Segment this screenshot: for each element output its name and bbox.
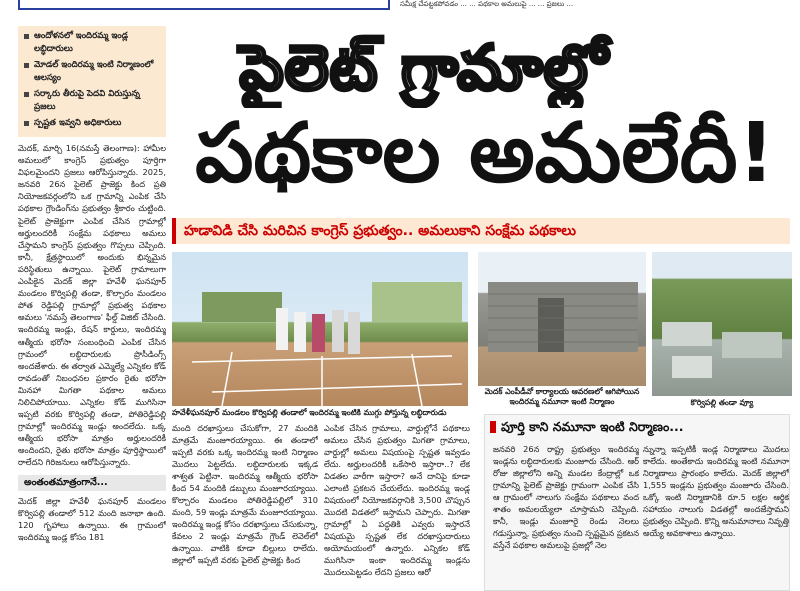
article-column-3: ఎంపిక చేసిన గ్రామాలు, వార్డుల్లోనే పథకాలు అమలు చేసిన ప్రభుత్వం మిగతా గ్రామాలు, వార్డుల్లో అమలు విషయంపై స్పష్టత ఇవ్వడం లేదు. అర్హులందరికీ ఒకేసారి ఇస్తారా..? లేక విడతల వారీగా ఇస్తారా? అనే దానిపై కూడా ఎలాంటి ప్రకటన చేయలేదు. ఇందిరమ్మ ఇండ్ల విషయంలో నియోజకవర్గానికి 3,500 చొప్పున మొదటి విడతలో ఇస్తామని చెప్పారు. మిగతా గ్రామాల్లో ఏ పద్ధతికి ఎవ్వరు ఇస్తారనే విషయమై స్పష్టత లేక దరఖాస్తుదారులు అయోమయంలో ఉన్నారు. ఎన్నికల కోడ్ ముగిసినా ఇంకా ఇందిరమ్మ ఇండ్లను మొదలుపెట్టడం లేదని ప్రజలు ఆరో	[324, 423, 470, 577]
photo-caption-1: హవేళీఘనపూర్ మండలం కొర్విపల్లి తండాలో ఇందిరమ్మ ఇంటికి ముగ్గు పోస్తున్న లబ్ధిదారుడు	[172, 408, 447, 417]
highlight-item: స్పష్టత ఇవ్వని అధికారులు	[22, 117, 162, 130]
article-column-2: మంది దరఖాస్తులు చేసుకోగా, 27 మందికి మాత్రమే మంజూరయ్యాయి. ఈ తండాలో ఇప్పటి వరకు ఒక్క ఇందిరమ్మ ఇంటి నిర్మాణం మొదలు పెట్టలేదు. లబ్ధిదారులకు ఇక్కడ శాశ్వత పెట్టినా. ఇందిరమ్మ ఆత్మీయ భరోసా కింద 54 మందికి డబ్బులు మంజూరయ్యాయి. కొల్చారం మండలం పోతిరెడ్డిపల్లిలో 310 మంది, 59 ఇండ్లు మాత్రమే మంజూరయ్యాయి. ఇందిరమ్మ ఇండ్ల కోసం దరఖాస్తులు చేసుకున్నా, కేవలం 2 ఇండ్లు మాత్రమే గ్రౌండ్ లెవెల్‌లో ఉన్నాయి. వాటికి కూడా బిల్లులు రాలేదు. జిల్లాలో ఇప్పటి వరకు పైలెట్ ప్రాజెక్టు కింద	[172, 423, 318, 565]
photo-caption-2: మెదక్ ఎంపీడీవో కార్యాలయ ఆవరణలో ఆగిపోయిన ఇందిరమ్మ నమూనా ఇంటి నిర్మాణం	[478, 386, 646, 410]
sidebar-box	[484, 414, 790, 591]
headline-line-1: పైలెట్ గ్రామాల్లో	[239, 31, 609, 104]
highlight-item: మోడల్ ఇందిరమ్మ ఇంటి నిర్మాణంలో ఆలస్యం	[22, 59, 162, 85]
brick-wall-graphic	[478, 252, 646, 386]
top-right-text: సమీక్ష చేపట్టకపోవడం ... ... పథకాల అమలుపై ... ... ప్రజలు ...	[400, 0, 574, 8]
photo-unfinished-house	[478, 252, 646, 386]
section-subhead: అంతంతమాత్రంగానే...	[18, 475, 166, 491]
top-strip	[0, 0, 800, 12]
headline-line-2: పథకాల అమలేదీ!	[195, 106, 775, 201]
village-roofs-graphic	[652, 252, 792, 396]
photo-field-marking	[172, 252, 468, 406]
section-text: మెదక్ జిల్లా హవేళీ ఘనపూర్ మండలం కొర్విపల్లి తండాలో 512 మంది జనాభా ఉంది. 120 గృహాలు ఉన్నాయి. ఈ గ్రామంలో ఇందిరమ్మ ఇండ్ల కోసం 181	[18, 495, 166, 543]
box-title: పూర్తి కాని నమూనా ఇంటి నిర్మాణం...	[485, 415, 789, 441]
left-column	[18, 26, 166, 591]
highlight-item: ఆందోళనలో ఇందిరమ్మ ఇండ్ల లబ్ధిదారులు	[22, 30, 162, 56]
people-figures	[172, 252, 468, 406]
highlight-item: సర్కారు తీరుపై పెదవి విరుస్తున్న ప్రజలు	[22, 88, 162, 114]
box-column-1: జనవరి 26న రాష్ట్ర ప్రభుత్వం ఇందిరమ్మ ఇండ్లను లబ్ధిదారులకు మంజూరు చేసింది. ఆర్ రోజు జిల్లాలోని అన్ని మండల కేంద్రాల్లో ఒక గ్రామాన్ని పైలెట్ ప్రాజెక్టు గ్రామంగా ఎంపిక చేసి ఆ గ్రామంలో నాలుగు సంక్షేమ పథకాలు వంద శాతం అమలయ్యేలా చూస్తామని చెప్పింది. కానీ, ఇండ్లు మంజూరై రెండు నెలలు గడుస్తున్నా, ప్రభుత్వం నుంచి స్పష్టమైన ప్రకటన వస్తేనే పథకాల అమలుపై ప్రజల్లో నెల	[493, 444, 639, 550]
highlights-box	[18, 26, 166, 137]
previous-article-border	[18, 0, 390, 10]
photo-thanda-view	[652, 252, 792, 396]
article-lead-text: మెదక్, మార్చి 16(నమస్తే తెలంగాణ): హామీల అమలులో కాంగ్రెస్ ప్రభుత్వం పూర్తిగా విఫలమైందని ప్రజలు ఆరోపిస్తున్నారు. 2025, జనవరి 26న పైలెట్ ప్రాజెక్టు కింద ప్రతి నియోజకవర్గంలోని ఒక గ్రామాన్ని ఎంపిక చేసి పథకాల గ్రౌండింగ్‌ను ప్రభుత్వం శ్రీకారం చుట్టింది. పైలెట్ ప్రాజెక్టుగా ఎంపిక చేసిన గ్రామాల్లో అర్హులందరికీ సంక్షేమ పథకాలు అమలు చేస్తామని కాంగ్రెస్ ప్రభుత్వం గొప్పలు చెప్పింది. కానీ, క్షేత్రస్థాయిలో అందుకు భిన్నమైన పరిస్థితులు ఉన్నాయి. పైలెట్ గ్రామాలుగా ఎంపికైన మెదక్ జిల్లా హవేళీ ఘనపూర్ మండలం కొర్విపల్లి తండా, కొల్చారం మండలం పోత రెడ్డిపల్లి గ్రామాల్లో ప్రభుత్వ పథకాల అమలు 'నమస్తే తెలంగాణ' ఫీల్డ్ విజిట్ చేసింది. ఇందిరమ్మ ఇండ్లు, రేషన్ కార్డులు, ఇందిరమ్మ ఆత్మీయ భరోసా సంబంధించి ఎంపిక చేసిన గ్రామంలో లబ్ధిదారులకు ప్రొసీడింగ్స్ అందజేశారు. ఈ తర్వాత ఎమ్మెల్యే ఎన్నికల కోడ్ రావడంతో నిబంధనల ప్రకారం రైతు భరోసా మినహా మిగతా పథకాల అమలు నిలిచిపోయాయి. ఎన్నికల కోడ్ ముగిసినా ఇప్పటి వరకు కొర్విపల్లి తండా, పోతిరెడ్డిపల్లి గ్రామాల్లో ఇందిరమ్మ ఇండ్లు అందలేదు. ఒక్క ఆత్మీయ భరోసా మాత్రం అర్హులందరికీ అందిందని, రైతు భరోసా మాత్రం పూర్తిస్థాయిలో రాలేదని గిరిజనులు ఆరోపిస్తున్నారు.	[18, 143, 166, 468]
box-column-2: న్నున్నా ఇప్పటికీ ఇండ్ల నిర్మాణాలు మొదలు కాలేదు. అంతేకాదు ఇందిరమ్మ ఇంటి నమూనా నిర్మాణాలు ప్రారంభం కాలేదు. మెదక్ జిల్లాలో 1,555 ఇండ్లను ప్రభుత్వం మంజూరు చేసింది. ఒక్కో ఇంటి నిర్మాణానికి రూ.5 లక్షల ఆర్థిక సహాయం నాలుగు విడతల్లో అందజేస్తామని ప్రభుత్వం చెప్పింది. కొన్ని అనుమానాలు నివృత్తి అయ్యే అవకాశాలు ఉన్నాయి.	[643, 444, 789, 538]
photo-caption-3: కొర్విపల్లి తండా వ్యూ	[690, 398, 754, 407]
subheadline-banner: హడావిడి చేసి మరిచిన కాంగ్రెస్ ప్రభుత్వం.. అమలుకాని సంక్షేమ పథకాలు	[172, 218, 790, 244]
